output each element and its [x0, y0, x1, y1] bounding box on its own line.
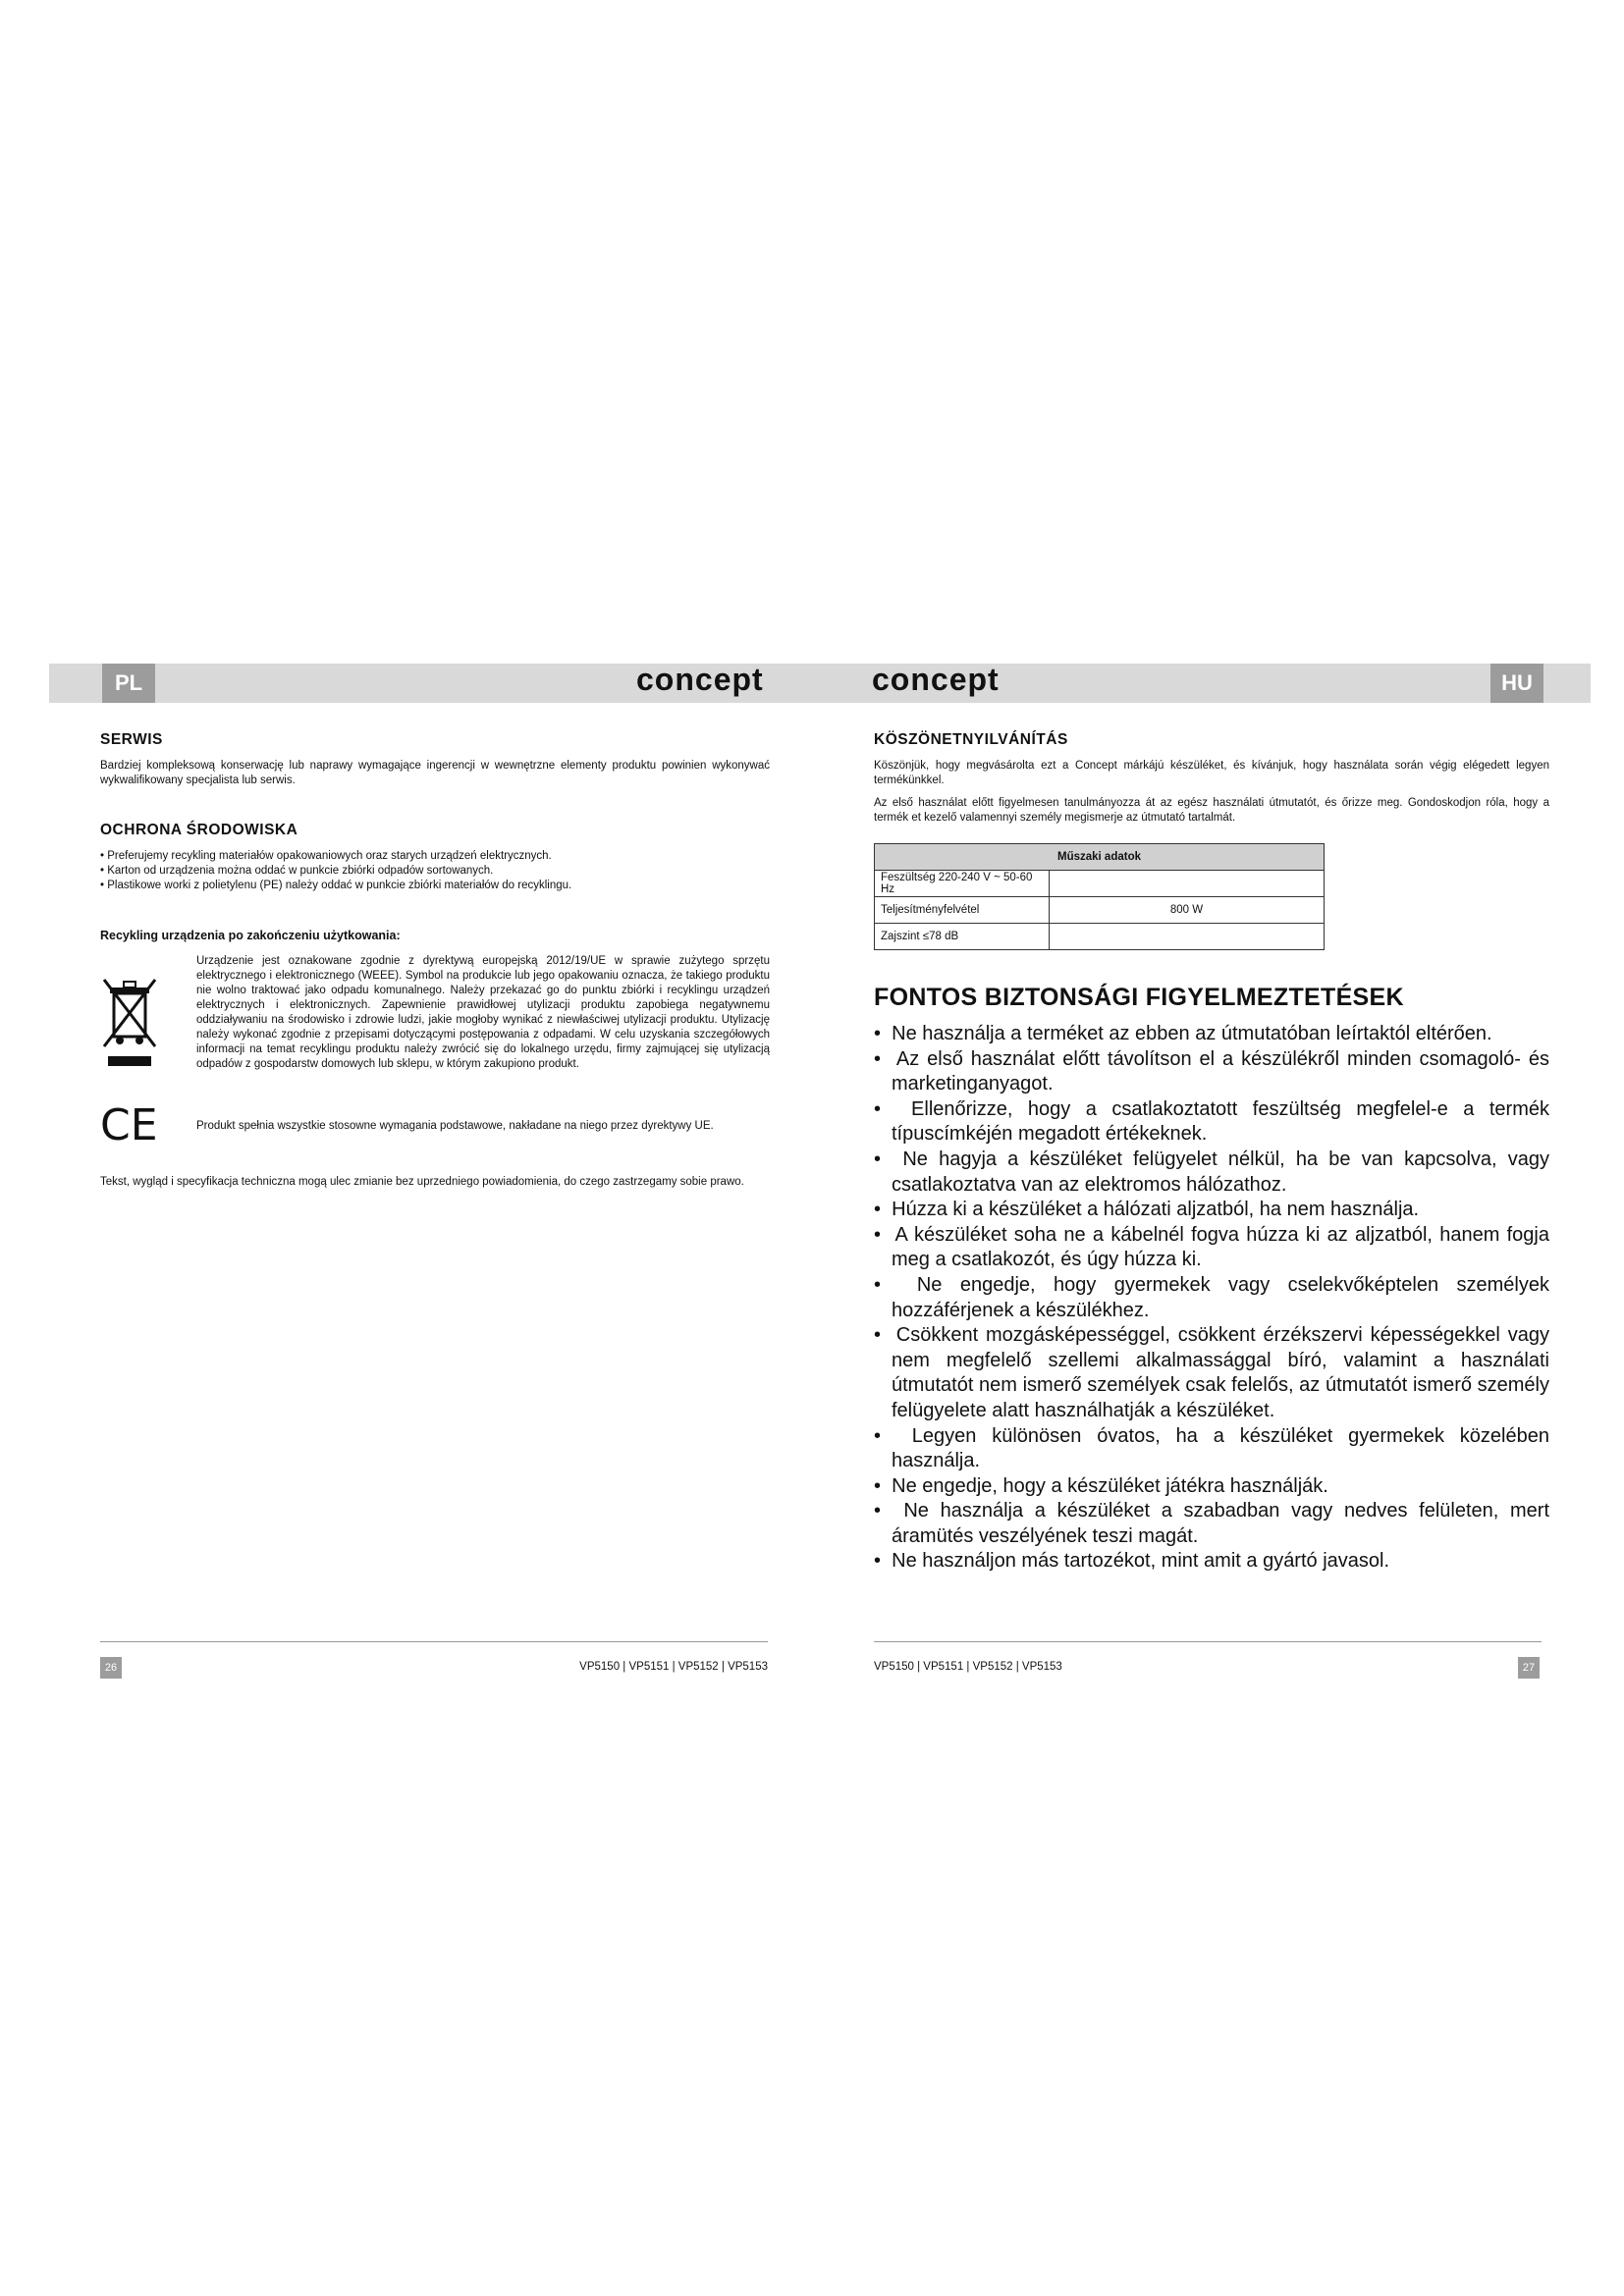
model-list-left: VP5150 | VP5151 | VP5152 | VP5153: [579, 1661, 768, 1673]
serwis-text: Bardziej kompleksową konserwację lub naprawy wymagające ingerencji w wewnętrzne elementy produktu powinien wykonywać wykwalifikowany specjalista lub serwis.: [100, 760, 770, 786]
safety-list: [874, 1022, 1549, 1575]
list-item: • Csökkent mozgásképességgel, csökkent érzékszervi képességekkel vagy nem megfelelő szellemi alkalmassággal bíró, valamint a használati útmutatót nem ismerő személyek csak felelős, az útmutatót ismerő személy felügyelete alatt használhatják a készüléket.: [874, 1323, 1549, 1423]
spec-value: [1050, 871, 1325, 897]
header-bar: [49, 664, 1591, 703]
list-item: • Ellenőrizze, hogy a csatlakoztatott feszültség megfelel-e a termék típuscímkéjén megadott értékeknek.: [874, 1097, 1549, 1148]
ochrona-heading: OCHRONA ŚRODOWISKA: [100, 822, 298, 838]
page-number-right: 27: [1518, 1657, 1540, 1679]
table-row: [875, 924, 1325, 950]
list-item: • Ne hagyja a készüléket felügyelet nélkül, ha be van kapcsolva, vagy csatlakoztatva van az elektromos hálózathoz.: [874, 1148, 1549, 1198]
recykling-block: [100, 954, 770, 1073]
thanks-text-2: Az első használat előtt figyelmesen tanulmányozza át az egész használati útmutatót, és őrizze meg. Gondoskodjon róla, hogy a termék et kezelő valamennyi személy megismerje az útmutató tartalmát.: [874, 797, 1549, 824]
list-item: • Karton od urządzenia można oddać w punkcie zbiórki odpadów sortowanych.: [100, 864, 770, 879]
page-number-left: 26: [100, 1657, 122, 1679]
list-item: • Plastikowe worki z polietylenu (PE) należy oddać w punkcie zbiórki materiałów do recyklingu.: [100, 879, 770, 893]
lang-badge-hu: HU: [1490, 664, 1543, 703]
list-item: • Az első használat előtt távolítson el a készülékről minden csomagoló- és marketinganyagot.: [874, 1047, 1549, 1097]
thanks-text-1: Köszönjük, hogy megvásárolta ezt a Concept márkájú készüléket, és kívánjuk, hogy használata során végig elégedett legyen termékünkkel.: [874, 760, 1549, 786]
list-item: • Ne használja a készüléket a szabadban vagy nedves felületen, mert áramütés veszélyének teszi magát.: [874, 1499, 1549, 1549]
serwis-heading: SERWIS: [100, 731, 163, 748]
list-item: • Ne engedje, hogy gyermekek vagy cselekvőképtelen személyek hozzáférjenek a készülékhez.: [874, 1273, 1549, 1323]
footer-divider-left: [100, 1641, 768, 1642]
list-item: • A készüléket soha ne a kábelnél fogva húzza ki az aljzatból, hanem fogja meg a csatlakozót, és úgy húzza ki.: [874, 1223, 1549, 1273]
recykling-text: Urządzenie jest oznakowane zgodnie z dyrektywą europejską 2012/19/UE w sprawie zużytego sprzętu elektrycznego i elektronicznego (WEEE). Symbol na produkcie lub jego opakowaniu oznacza, że takiego produktu nie wolno traktować jako odpadu komunalnego. Należy przekazać go do punktu zbiórki i recyklingu urządzeń elektrycznych i elektronicznych. Zapewnienie prawidłowej utylizacji produktu zapobiega negatywnemu oddziaływaniu na środowisko i zdrowie ludzi, jakie mogłoby wynikać z niewłaściwej utylizacji produktu. Utylizację należy wykonać zgodnie z przepisami dotyczącymi postępowania z odpadami. W celu uzyskania szczegółowych informacji na temat recyklingu produktu należy zwrócić się do lokalnego urzędu, firmy zajmującej się utylizacją odpadów z gospodarstw domowych lub sklepu, w którym zakupiono produkt.: [196, 955, 770, 1070]
footer-divider-right: [874, 1641, 1542, 1642]
list-item: • Ne használjon más tartozékot, mint amit a gyártó javasol.: [874, 1549, 1549, 1575]
ochrona-list: [100, 849, 770, 893]
list-item: • Ne engedje, hogy a készüléket játékra használják.: [874, 1474, 1549, 1500]
spec-label: Feszültség 220-240 V ~ 50-60 Hz: [875, 871, 1050, 897]
weee-icon: [100, 954, 167, 1073]
spec-table: [874, 843, 1325, 950]
spec-label: Zajszint ≤78 dB: [875, 924, 1050, 950]
spec-label: Teljesítményfelvétel: [875, 897, 1050, 924]
ce-mark-icon: CE: [100, 1100, 158, 1150]
table-row: [875, 897, 1325, 924]
list-item: • Ne használja a terméket az ebben az útmutatóban leírtaktól eltérően.: [874, 1022, 1549, 1047]
disclaimer-text: Tekst, wygląd i specyfikacja techniczna mogą ulec zmianie bez uprzedniego powiadomienia, do czego zastrzegamy sobie prawo.: [100, 1176, 744, 1188]
spec-value: 800 W: [1050, 897, 1325, 924]
list-item: • Preferujemy recykling materiałów opakowaniowych oraz starych urządzeń elektrycznych.: [100, 849, 770, 864]
lang-badge-pl: PL: [102, 664, 155, 703]
brand-logo-right: concept: [872, 662, 1000, 697]
spec-table-header: Műszaki adatok: [875, 844, 1325, 871]
recykling-heading: Recykling urządzenia po zakończeniu użytkowania:: [100, 929, 401, 942]
ce-text: Produkt spełnia wszystkie stosowne wymagania podstawowe, nakładane na niego przez dyrektywy UE.: [196, 1119, 714, 1132]
model-list-right: VP5150 | VP5151 | VP5152 | VP5153: [874, 1661, 1062, 1673]
table-row: [875, 871, 1325, 897]
ce-block: [100, 1100, 770, 1151]
brand-logo-left: concept: [636, 662, 764, 697]
safety-heading: FONTOS BIZTONSÁGI FIGYELMEZTETÉSEK: [874, 984, 1404, 1011]
list-item: • Húzza ki a készüléket a hálózati aljzatból, ha nem használja.: [874, 1198, 1549, 1223]
list-item: • Legyen különösen óvatos, ha a készüléket gyermekek közelében használja.: [874, 1424, 1549, 1474]
thanks-heading: KÖSZÖNETNYILVÁNÍTÁS: [874, 731, 1068, 748]
spec-value: [1050, 924, 1325, 950]
left-page: [100, 731, 770, 1198]
right-page: [874, 731, 1549, 1575]
